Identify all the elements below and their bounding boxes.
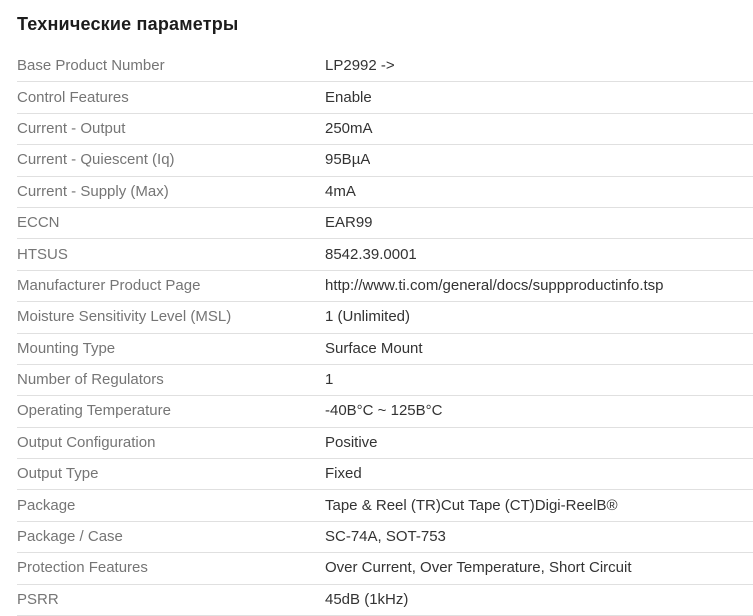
- parameter-value-link[interactable]: http://www.ti.com/general/docs/suppproductinfo.tsp: [325, 276, 664, 294]
- parameter-label: Manufacturer Product Page: [17, 276, 201, 294]
- table-row: [17, 365, 753, 396]
- table-row: [17, 334, 753, 365]
- parameter-value: 4mA: [325, 182, 356, 200]
- table-row: [17, 271, 753, 302]
- table-row: [17, 522, 753, 553]
- table-row: [17, 208, 753, 239]
- parameter-label: Output Type: [17, 465, 99, 483]
- parameter-value: -40B°C ~ 125B°C: [325, 402, 443, 420]
- parameter-label: Output Configuration: [17, 433, 156, 451]
- table-row: [17, 428, 753, 459]
- table-row: [17, 302, 753, 333]
- parameter-value: EAR99: [325, 214, 373, 232]
- parameter-label: PSRR: [17, 590, 59, 608]
- parameter-label: Number of Regulators: [17, 371, 164, 389]
- parameter-label: Operating Temperature: [17, 402, 171, 420]
- parameter-value: 8542.39.0001: [325, 245, 417, 263]
- parameter-value: Over Current, Over Temperature, Short Circuit: [325, 559, 632, 577]
- parameter-label: Protection Features: [17, 559, 148, 577]
- table-row: [17, 177, 753, 208]
- parameter-label: Current - Quiescent (Iq): [17, 151, 175, 169]
- parameter-label: Base Product Number: [17, 57, 165, 75]
- table-row: [17, 239, 753, 270]
- parameter-value: Fixed: [325, 465, 362, 483]
- parameter-value: 1 (Unlimited): [325, 308, 411, 326]
- table-row: [17, 114, 753, 145]
- parameter-value: 250mA: [325, 119, 373, 137]
- table-row: [17, 553, 753, 584]
- parameter-value: Enable: [325, 88, 372, 106]
- table-row: [17, 459, 753, 490]
- parameter-value: 95BµA: [325, 151, 371, 169]
- parameter-label: HTSUS: [17, 245, 68, 263]
- parameter-label: Package: [17, 496, 76, 514]
- table-row: [17, 585, 753, 616]
- table-row: [17, 396, 753, 427]
- parameter-label: Current - Output: [17, 119, 126, 137]
- parameter-label: Current - Supply (Max): [17, 182, 169, 200]
- parameter-value: 1: [325, 371, 334, 389]
- parameter-label: Mounting Type: [17, 339, 116, 357]
- table-row: [17, 145, 753, 176]
- section-title: Технические параметры: [17, 14, 239, 34]
- parameter-label: Moisture Sensitivity Level (MSL): [17, 308, 232, 326]
- parameter-value-link[interactable]: LP2992 ->: [325, 57, 395, 75]
- parameter-value: Surface Mount: [325, 339, 423, 357]
- parameters-table: [17, 51, 753, 616]
- parameter-value: Tape & Reel (TR)Cut Tape (CT)Digi-ReelB®: [325, 496, 618, 514]
- parameter-label: Package / Case: [17, 528, 123, 546]
- table-row: [17, 82, 753, 113]
- table-row: [17, 51, 753, 82]
- parameter-value: Positive: [325, 433, 378, 451]
- parameter-value: SC-74A, SOT-753: [325, 528, 446, 546]
- parameter-label: Control Features: [17, 88, 129, 106]
- table-row: [17, 490, 753, 521]
- parameter-label: ECCN: [17, 214, 60, 232]
- parameter-value: 45dB (1kHz): [325, 590, 409, 608]
